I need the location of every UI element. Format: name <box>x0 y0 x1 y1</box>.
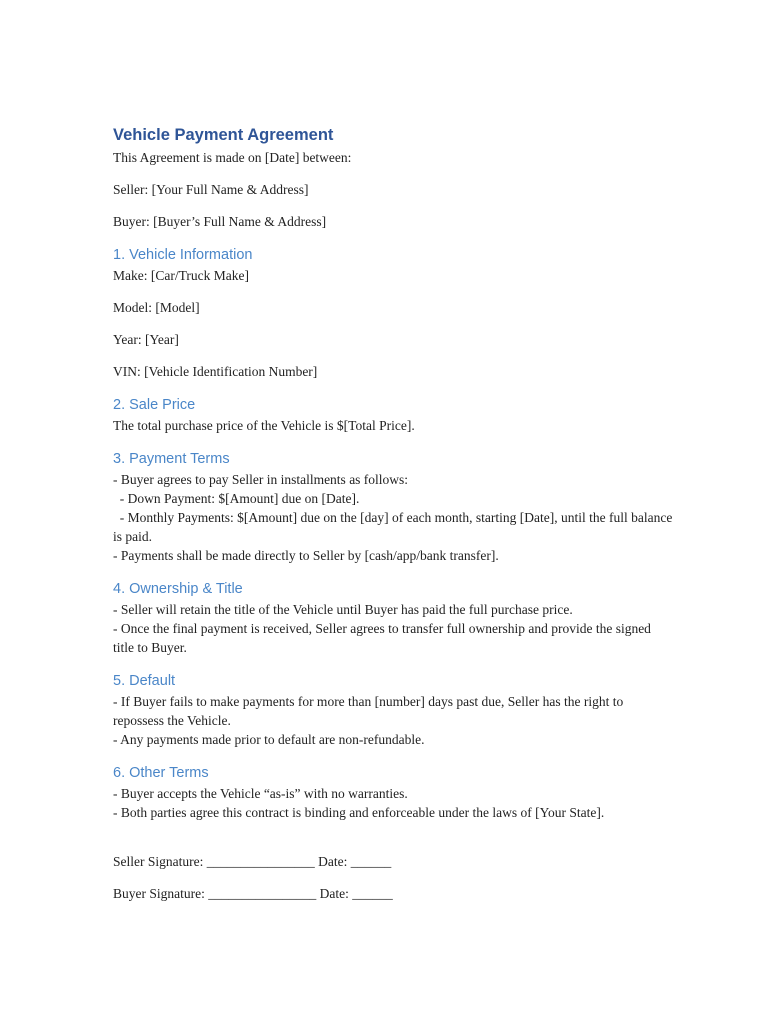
payment-terms-monthly-payments: - Monthly Payments: $[Amount] due on the [day] of each month, starting [Date], until the full balance is paid. <box>113 510 676 544</box>
ownership-transfer: - Once the final payment is received, Seller agrees to transfer full ownership and provide the signed title to Buyer. <box>113 621 651 655</box>
payment-terms-method: - Payments shall be made directly to Seller by [cash/app/bank transfer]. <box>113 548 499 563</box>
section-heading-default: 5. Default <box>113 673 176 689</box>
payment-terms-installments: - Buyer agrees to pay Seller in installments as follows: <box>113 472 409 487</box>
signature-block <box>113 852 673 903</box>
ownership-retain-title: - Seller will retain the title of the Vehicle until Buyer has paid the full purchase price. <box>113 602 573 617</box>
payment-terms-down-payment: - Down Payment: $[Amount] due on [Date]. <box>113 491 360 506</box>
section-heading-sale-price: 2. Sale Price <box>113 397 196 413</box>
vehicle-year: Year: [Year] <box>113 332 179 347</box>
section-heading-ownership-title: 4. Ownership & Title <box>113 581 243 597</box>
other-terms-as-is: - Buyer accepts the Vehicle “as-is” with no warranties. <box>113 786 408 801</box>
seller-signature-line: Seller Signature: ________________ Date: ______ <box>113 854 392 869</box>
default-non-refundable: - Any payments made prior to default are non-refundable. <box>113 732 425 747</box>
section-heading-other-terms: 6. Other Terms <box>113 765 209 781</box>
other-terms-binding: - Both parties agree this contract is binding and enforceable under the laws of [Your State]. <box>113 805 605 820</box>
intro-buyer: Buyer: [Buyer’s Full Name & Address] <box>113 214 327 229</box>
section-heading-payment-terms: 3. Payment Terms <box>113 451 230 467</box>
vehicle-vin: VIN: [Vehicle Identification Number] <box>113 364 318 379</box>
intro-agreement-date: This Agreement is made on [Date] between: <box>113 150 352 165</box>
intro-seller: Seller: [Your Full Name & Address] <box>113 182 309 197</box>
vehicle-model: Model: [Model] <box>113 300 200 315</box>
sale-price-text: The total purchase price of the Vehicle is $[Total Price]. <box>113 418 415 433</box>
buyer-signature-line: Buyer Signature: ________________ Date: ______ <box>113 886 393 901</box>
default-repossess: - If Buyer fails to make payments for more than [number] days past due, Seller has the right to repossess the Vehicle. <box>113 694 624 728</box>
document-title: Vehicle Payment Agreement <box>113 126 334 144</box>
vehicle-make: Make: [Car/Truck Make] <box>113 268 249 283</box>
section-heading-vehicle-information: 1. Vehicle Information <box>113 247 253 263</box>
document-body <box>113 124 676 916</box>
